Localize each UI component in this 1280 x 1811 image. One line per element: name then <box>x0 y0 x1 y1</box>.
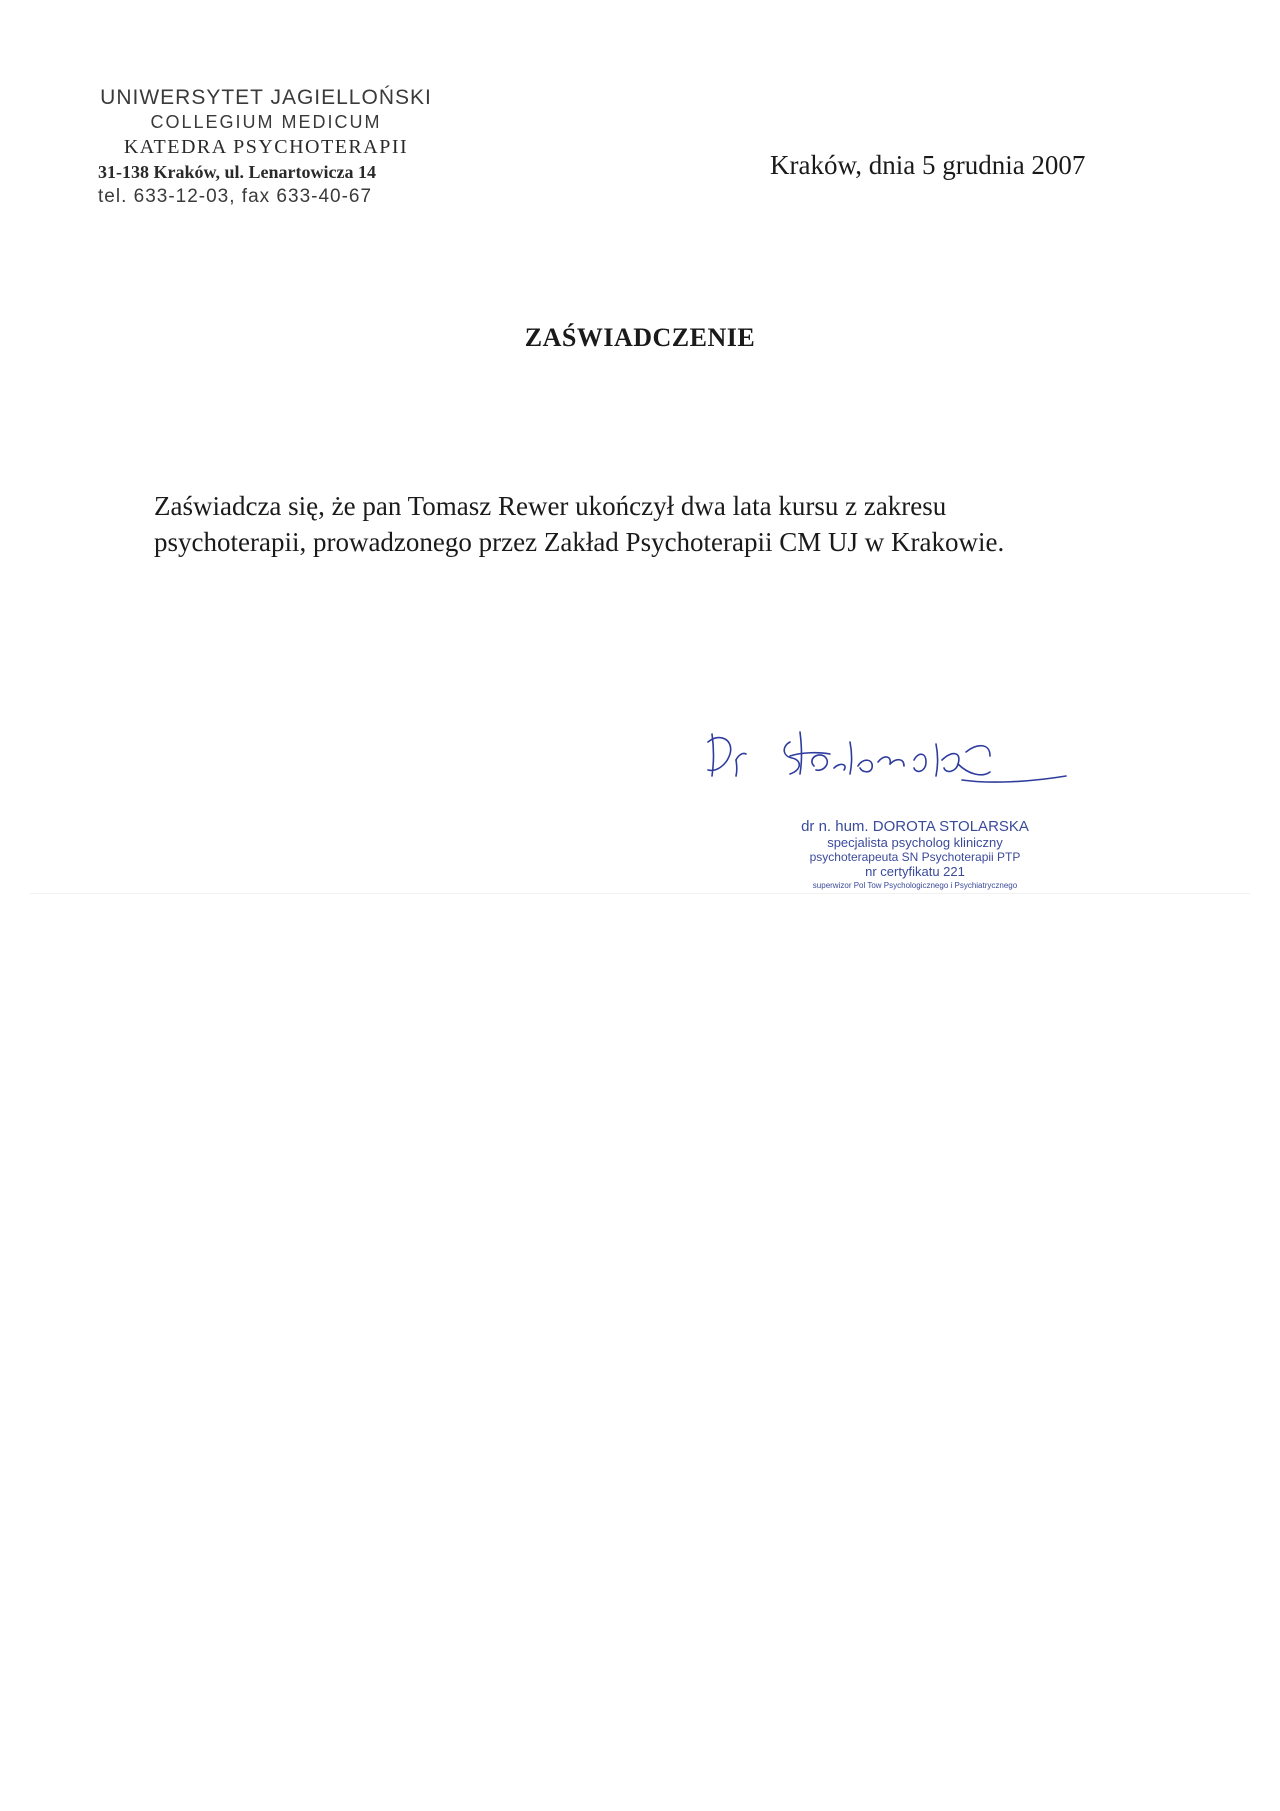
scan-artifact-line <box>30 893 1250 894</box>
document-date: Kraków, dnia 5 grudnia 2007 <box>770 150 1086 180</box>
signature-graphic <box>690 722 1070 802</box>
body-line-1: Zaświadcza się, że pan Tomasz Rewer ukończył dwa lata kursu z zakresu <box>154 491 947 521</box>
stamp-supervisor: superwizor Pol Tow Psychologicznego i Psychiatrycznego <box>812 881 1018 890</box>
letterhead-phone: tel. 633-12-03, fax 633-40-67 <box>98 186 373 207</box>
body-line-2: psychoterapii, prowadzonego przez Zakład Psychoterapii CM UJ w Krakowie. <box>154 527 1005 557</box>
document-body <box>154 488 1134 560</box>
stamp-name: dr n. hum. DOROTA STOLARSKA <box>801 818 1029 835</box>
handwritten-signature <box>690 722 1070 802</box>
letterhead-address: 31-138 Kraków, ul. Lenartowicza 14 <box>98 162 376 182</box>
stamp-specialty: specjalista psycholog kliniczny <box>827 835 1003 850</box>
stamp-certificate: nr certyfikatu 221 <box>865 864 965 879</box>
letterhead-faculty: COLLEGIUM MEDICUM <box>150 112 382 132</box>
document-title: ZAŚWIADCZENIE <box>524 323 756 352</box>
letterhead-university: UNIWERSYTET JAGIELLOŃSKI <box>100 86 432 109</box>
stamp-role: psychoterapeuta SN Psychoterapii PTP <box>809 850 1021 864</box>
letterhead-stamp <box>96 86 436 210</box>
specialist-stamp <box>770 818 1060 892</box>
letterhead-department: KATEDRA PSYCHOTERAPII <box>123 136 409 158</box>
